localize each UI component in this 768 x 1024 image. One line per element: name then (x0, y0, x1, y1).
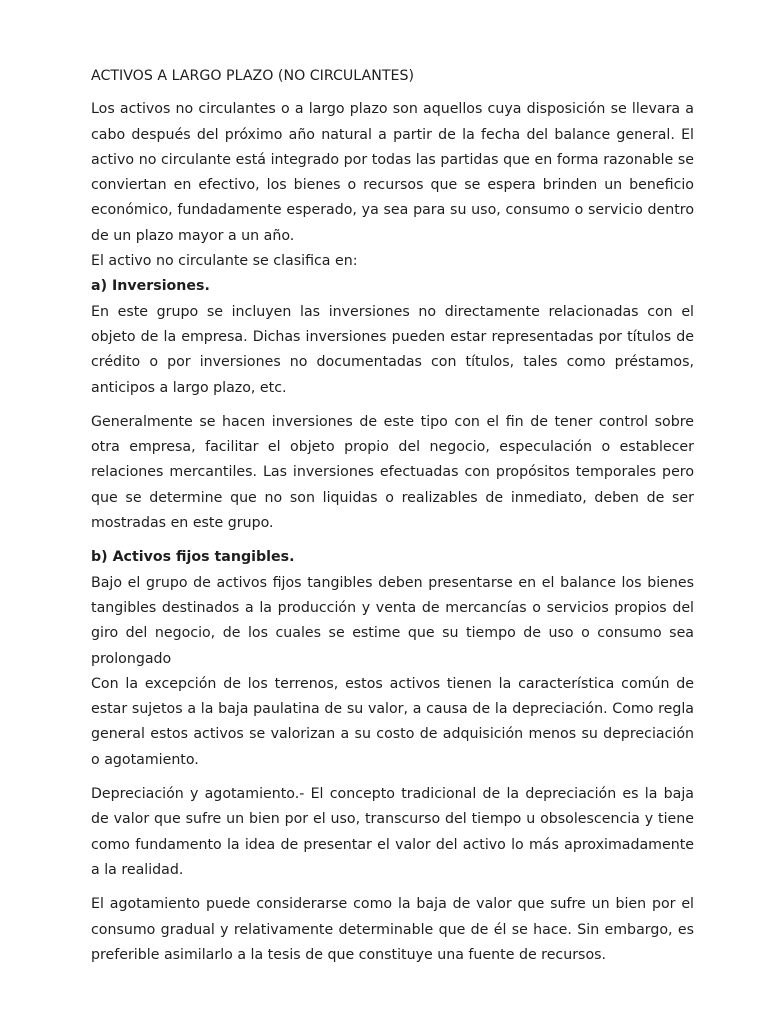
section-b-heading: b) Activos fijos tangibles. (91, 549, 295, 566)
section-b-paragraph-2: Con la excepción de los terrenos, estos activos tienen la característica común de estar sujetos a la baja paulatina de su valor, a causa de la depreciación. Como regla general estos activos se valorizan a su costo de adquisición menos su depreciación o agotamiento. (91, 675, 694, 768)
section-a-paragraph-1: En este grupo se incluyen las inversiones no directamente relacionadas con el objeto de la empresa. Dichas inversiones pueden estar representadas por títulos de crédito o por inversiones no documentadas con títulos, tales como préstamos, anticipos a largo plazo, etc. (91, 303, 694, 396)
section-a-heading: a) Inversiones. (91, 278, 210, 295)
document-page (91, 64, 694, 968)
section-b-paragraph-1: Bajo el grupo de activos fijos tangibles deben presentarse en el balance los bienes tangibles destinados a la producción y venta de mercancías o servicios propios del giro del negocio, de los cuales se estime que su tiempo de uso o consumo sea prolongado (91, 574, 694, 667)
section-b-paragraph-3: Depreciación y agotamiento.- El concepto tradicional de la depreciación es la baja de valor que sufre un bien por el uso, transcurso del tiempo u obsolescencia y tiene como fundamento la idea de presentar el valor del activo lo más aproximadamente a la realidad. (91, 786, 694, 878)
document-title: ACTIVOS A LARGO PLAZO (NO CIRCULANTES) (91, 68, 414, 84)
classification-line: El activo no circulante se clasifica en: (91, 253, 358, 270)
intro-paragraph: Los activos no circulantes o a largo plazo son aquellos cuya disposición se llevara a cabo después del próximo año natural a partir de la fecha del balance general. El activo no circulante está integrado por todas las partidas que en forma razonable se conviertan en efectivo, los bienes o recursos que se espera brinden un beneficio económico, fundadamente esperado, ya sea para su uso, consumo o servicio dentro de un plazo mayor a un año. (91, 101, 694, 244)
section-b-paragraph-4: El agotamiento puede considerarse como la baja de valor que sufre un bien por el consumo gradual y relativamente determinable que de él se hace. Sin embargo, es preferible asimilarlo a la tesis de que constituye una fuente de recursos. (91, 896, 694, 963)
section-a-paragraph-2: Generalmente se hacen inversiones de este tipo con el fin de tener control sobre otra empresa, facilitar el objeto propio del negocio, especulación o establecer relaciones mercantiles. Las inversiones efectuadas con propósitos temporales pero que se determine que no son liquidas o realizables de inmediato, deben de ser mostradas en este grupo. (91, 413, 694, 532)
